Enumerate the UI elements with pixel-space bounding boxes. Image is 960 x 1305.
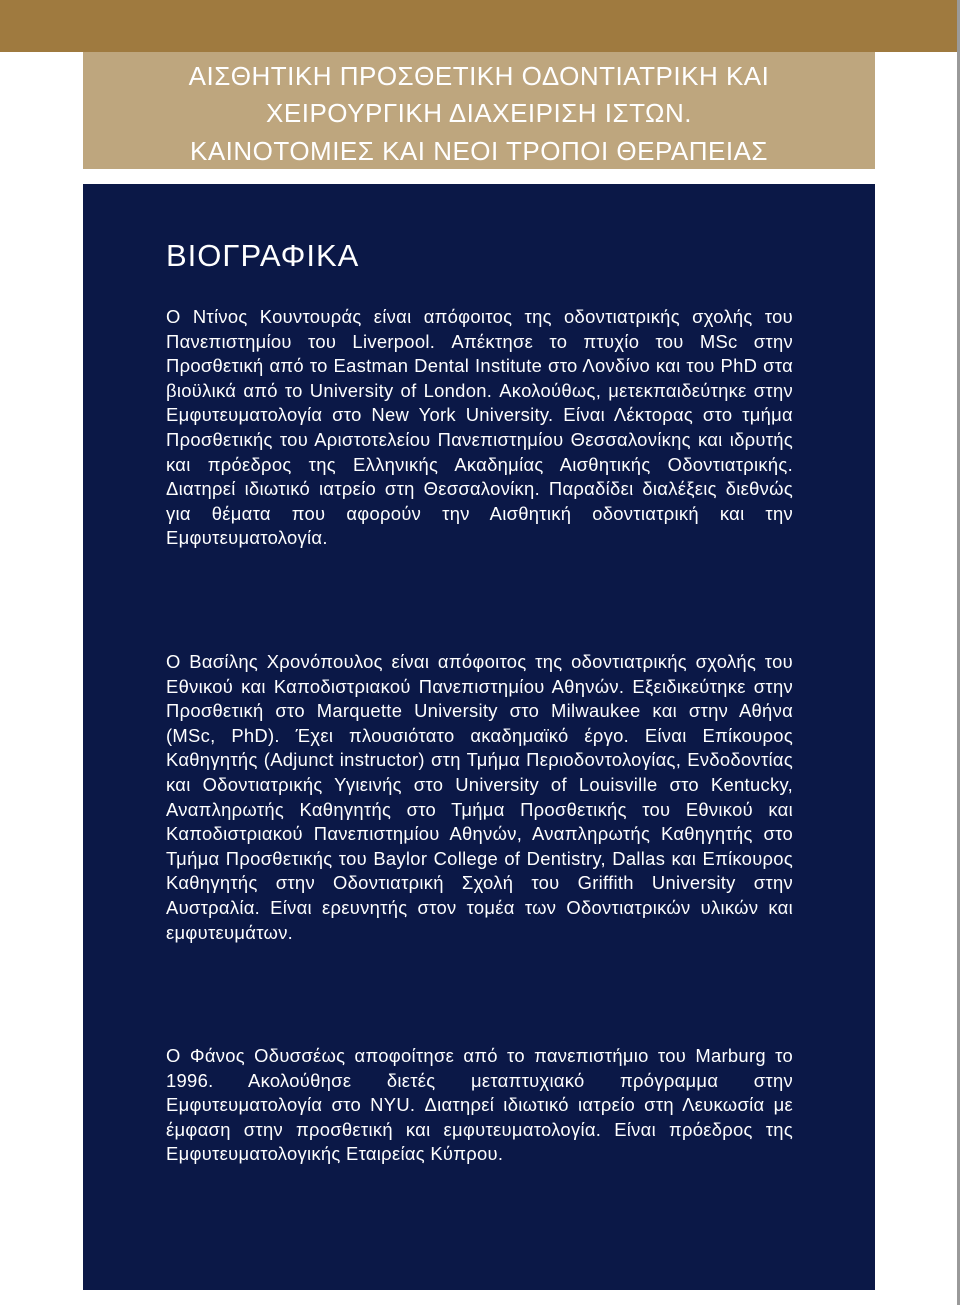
biography-panel <box>83 184 875 1290</box>
bio-paragraph-3: Ο Φάνος Οδυσσέως αποφοίτησε από το πανεπιστήμιο του Marburg το 1996. Ακολούθησε διετές μεταπτυχιακό πρόγραμμα στην Εμφυτευματολογία στο NYU. Διατηρεί ιδιωτικό ιατρείο στη Λευκωσία με έμφαση στην προσθετική και εμφυτευματολογία. Είναι πρόεδρος της Εμφυτευματολογικής Εταιρείας Κύπρου. <box>166 1045 793 1165</box>
title-line-2: ΧΕΙΡΟΥΡΓΙΚΗ ΔΙΑΧΕΙΡΙΣΗ ΙΣΤΩΝ. <box>266 98 692 128</box>
title-band <box>83 52 875 169</box>
top-bar <box>0 0 960 52</box>
section-heading: ΒΙΟΓΡΑΦΙΚΑ <box>166 238 360 273</box>
title-line-3: ΚΑΙΝΟΤΟΜΙΕΣ ΚΑΙ ΝΕΟΙ ΤΡΟΠΟΙ ΘΕΡΑΠΕΙΑΣ <box>190 136 768 166</box>
title-line-1: ΑΙΣΘΗΤΙΚΗ ΠΡΟΣΘΕΤΙΚΗ ΟΔΟΝΤΙΑΤΡΙΚΗ ΚΑΙ <box>188 61 770 91</box>
bio-paragraph-2: Ο Βασίλης Χρονόπουλος είναι απόφοιτος της οδοντιατρικής σχολής του Εθνικού και Καποδιστριακού Πανεπιστημίου Αθηνών. Εξειδικεύτηκε στην Προσθετική στο Marquette University στο Milwaukee και στην Αθήνα (MSc, PhD). Έχει πλουσιότατο ακαδημαϊκό έργο. Είναι Επίκουρος Καθηγητής (Adjunct instructor) στη Τμήμα Περιοδοντολογίας, Ενδοδοντίας και Οδοντιατρικής Υγιεινής στο University of Louisville στο Kentucky, Αναπληρωτής Καθηγητής στο Τμήμα Προσθετικής του Εθνικού και Καποδιστριακού Πανεπιστημίου Αθηνών, Αναπληρωτής Καθηγητής στο Τμήμα Προσθετικής του Baylor College of Dentistry, Dallas και Επίκουρος Καθηγητής στην Οδοντιατρική Σχολή του Griffith University στην Αυστραλία. Είναι ερευνητής στον τομέα των Οδοντιατρικών υλικών και εμφυτευμάτων. <box>166 651 793 943</box>
bio-paragraph-1: Ο Ντίνος Κουντουράς είναι απόφοιτος της οδοντιατρικής σχολής του Πανεπιστημίου του Liverpool. Απέκτησε το πτυχίο του MSc στην Προσθετική από το Eastman Dental Institute στο Λονδίνο και του PhD στα βιοϋλικά από το University of London. Ακολούθως, μετεκπαιδεύτηκε στην Εμφυτευματολογία στο New York University. Είναι Λέκτορας στο τμήμα Προσθετικής του Αριστοτελείου Πανεπιστημίου Θεσσαλονίκης και ιδρυτής και πρόεδρος της Ελληνικής Ακαδημίας Αισθητικής Οδοντιατρικής. Διατηρεί ιδιωτικό ιατρείο στη Θεσσαλονίκη. Παραδίδει διαλέξεις διεθνώς για θέματα που αφορούν την Αισθητική οδοντιατρική και την Εμφυτευματολογία. <box>166 306 793 549</box>
